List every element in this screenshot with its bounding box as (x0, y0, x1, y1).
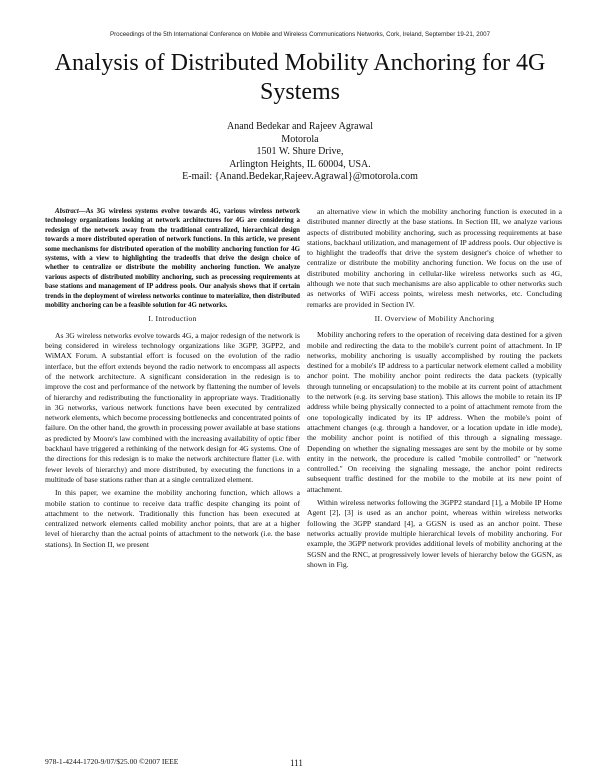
overview-paragraph-1: Mobility anchoring refers to the operation of receiving data destined for a given mobile and redirecting the data to the mobile's current point of attachment. In IP networks, mobility anchoring is usually accomplished by routing the packets destined for a mobile's IP address to a particular network element called a mobility anchor point. The mobility anchor point redirects the data packets (typically through tunneling or encapsulation) to the mobile at its current point of attachment to the network (e.g. its serving base station). This allows the mobile to retain its IP address while being physically connected to a point of attachment remote from the one topologically indicated by its IP address. When the mobile's point of attachment changes (e.g. through a handover, or a location update in idle mode), the mobility anchor point is notified of this through a signaling message. Depending on whether the signaling messages are sent by the mobile or by some entity in the network, the procedure is called "mobile controlled" or "network controlled." On receiving the signaling message, the anchor point redirects subsequent traffic destined for the mobile to the mobile at its new point of attachment. (307, 330, 562, 494)
running-header: Proceedings of the 5th International Conference on Mobile and Wireless Communications Networks, Cork, Ireland, September 19-21, 2007 (109, 31, 491, 38)
right-column (307, 207, 562, 573)
author-names: Anand Bedekar and Rajeev Agrawal (226, 121, 374, 132)
paper-title: Analysis of Distributed Mobility Anchoring for 4G Systems (54, 50, 546, 105)
footer-isbn: 978-1-4244-1720-9/07/$25.00 ©2007 IEEE (45, 757, 179, 766)
abstract (45, 207, 300, 310)
overview-paragraph-2: Within wireless networks following the 3GPP2 standard [1], a Mobile IP Home Agent [2], [3] is used as an anchor point, whereas within wireless networks following the 3GPP standard [4], a GGSN is used as an anchor point. These networks actually provide multiple hierarchical levels of mobility anchoring. For example, the 3GPP network provides additional levels of mobility anchoring at the SGSN and the RNC, at progressively lower levels of hierarchy below the GGSN, as shown in Fig. (307, 498, 562, 569)
author-block (0, 121, 600, 184)
author-address-line-1: 1501 W. Shure Drive, (256, 146, 344, 157)
author-affiliation: Motorola (281, 133, 319, 145)
intro-paragraph-1: As 3G wireless networks evolve towards 4G, a major redesign of the network is being considered in wireless technology organizations like 3GPP, 3GPP2, and WiMAX Forum. A substantial effort is focused on the evolution of the radio interface, but the effort extends beyond the radio network to encompass all aspects of the network architecture. A significant consideration in the redesign is to improve the cost and performance of the network by flattening the number of levels of hierarchy and redistributing the functionality in appropriate ways. Traditionally in 3G networks, various network functions have been executed by centralized network elements, which become processing bottlenecks and concentrated points of failure. On the other hand, the growth in processing power available at base stations as predicted by Moore's law combined with the increasing availability of optic fiber backhaul have triggered a rethinking of the network design for 4G systems. One of the directions for this redesign is to make the network architecture flatter (i.e. with fewer levels of hierarchy) and more distributed, by executing the functions in a multitude of base stations rather than at a single centralized element. (45, 330, 300, 484)
section-heading-overview: II. Overview of Mobility Anchoring (374, 313, 495, 323)
page-number: 111 (290, 758, 303, 768)
abstract-label: Abstract (55, 208, 79, 215)
section-heading-introduction: I. Introduction (148, 314, 197, 324)
left-column (45, 207, 300, 553)
author-email: E-mail: {Anand.Bedekar,Rajeev.Agrawal}@motorola.com (182, 171, 418, 182)
abstract-text: —As 3G wireless systems evolve towards 4G, various wireless network technology organizations looking at network architectures for 4G are considering a redesign of the network away from the traditional centralized, hierarchical design towards a more distributed operation of network functions. In this article, we present some mechanisms for distributed operation of the mobility anchoring function for 4G systems, with a view to highlighting the tradeoffs that drive the design choice of whether to centralize or distribute the mobility anchoring function. We analyze various aspects of distributed mobility anchoring, such as processing requirements at base stations and management of IP address pools. Our analysis shows that if certain trends in the deployment of wireless networks continue to materialize, then distributed mobility anchoring can be a feasible solution for 4G networks. (45, 208, 300, 310)
intro-paragraph-2: In this paper, we examine the mobility anchoring function, which allows a mobile station to continue to receive data traffic despite changing its point of attachment to the network. Traditionally this function has been executed at centralized network elements called mobility anchor points, that are at a higher level of hierarchy than the actual points of attachment to the network (i.e. the base stations). In Section II, we present (45, 488, 300, 549)
author-address-line-2: Arlington Heights, IL 60004, USA. (229, 158, 371, 170)
intro-paragraph-continued: an alternative view in which the mobility anchoring function is executed in a distributed manner directly at the base stations. In Section III, we analyze various aspects of distributed mobility anchoring, such as processing requirements at base stations, backhaul utilization, and management of IP address pools. Our objective is to highlight the tradeoffs that drive the system designer's choice of whether to centralize or distribute the mobility anchoring function. We focus on the use of distributed mobility anchoring in cellular-like wireless networks such as 4G, although we note that such mechanisms are also applicable to other networks such as networks of WiFi access points, wireless mesh networks, etc. Concluding remarks are provided in Section IV. (307, 207, 562, 309)
